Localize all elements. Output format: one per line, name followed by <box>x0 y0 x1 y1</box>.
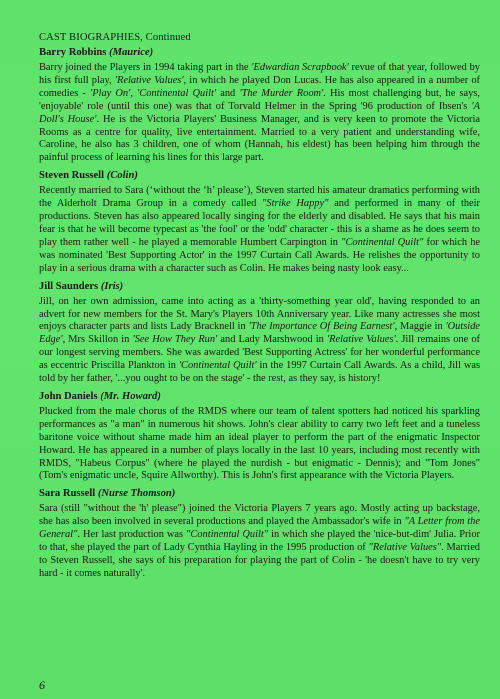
bio-text-run: Sara (still "without the 'h' please") joined the Victoria Players 7 years ago. Mostly acting up backstage, she has also been involved in several productions and played the Ambassador's wife in <box>39 503 480 528</box>
bio-title-italic: "Continental Quilt" <box>341 236 424 248</box>
bio-text-run: , Maggie in <box>394 321 446 333</box>
bio-title-italic: 'A Doll's House' <box>39 100 480 125</box>
character-role: (Colin) <box>106 170 138 182</box>
bio-title-italic: "A Letter from the General" <box>39 516 480 541</box>
bio-text-run: Plucked from the male chorus of the RMDS where our team of talent spotters had noticed his sparkling performances as "a man" in numerous hit shows. John's clear ability to carry two left feet and a tuneless baritone voice without shame made him an ideal player to perform the part of the enigmatic Inspector Howard. He has appeared in a number of plays locally in the last 10 years, including most recently with RMDS, "Habeus Corpus" (where he played the nurdish - but enigmatic - Dennis); and "Tom Jones" (Tom's enigmatic uncle, Squire Allworthy). This is John's first appearance with the Victoria Players. <box>39 405 480 482</box>
bio-title-italic: "Continental Quilt" <box>186 529 269 541</box>
bio-text-run: revue of that year, followed by his first full play, <box>39 62 480 86</box>
bio-text-run: . Her last production was <box>77 529 187 541</box>
bio-title-italic: 'Edwardian Scrapbook' <box>251 62 349 73</box>
bio-sara-russell <box>39 488 480 580</box>
bio-heading <box>39 47 480 58</box>
bio-text-run: Barry joined the Players in 1994 taking part in the <box>39 62 252 73</box>
cast-name: Jill Saunders <box>39 280 99 292</box>
bio-text-run: in which she played the 'nice-but-dim' Julia. Prior to that, she played the part of Lady Cynthia Hayling in the 1995 production of <box>39 529 480 554</box>
bio-title-italic: "Relative Values" <box>368 542 442 554</box>
bio-text <box>39 62 480 165</box>
bio-text-run: , <box>130 87 138 99</box>
bio-title-italic: "Strike Happy" <box>262 198 329 210</box>
bio-text-run: Recently married to Sara (‘without the ‘h’ please’), Steven started his amateur dramatics performing with the Alderholt Drama Group in a comedy called <box>39 185 480 210</box>
bio-title-italic: 'Relative Values' <box>326 334 396 346</box>
bio-text <box>39 503 480 580</box>
bio-heading <box>39 281 480 292</box>
bio-text-run: , Mrs Skillon in <box>62 334 133 346</box>
bio-jill-saunders <box>39 281 480 386</box>
bio-john-daniels <box>39 391 480 483</box>
section-heading: CAST BIOGRAPHIES, Continued <box>39 32 191 43</box>
bio-text-run: . He is the Victoria Players' Business Manager, and is very keen to promote the Victoria Rooms as a centre for quality, live entertainment. Married to a very patient and understanding wife, Caroline, he also has 3 children, one of whom (Hannah, his eldest) has been helping him through the painful process of learning his lines for this large part. <box>39 113 480 164</box>
bio-steven-russell <box>39 170 480 275</box>
bio-title-italic: 'Continental Quilt' <box>137 87 217 99</box>
cast-name: Sara Russell <box>39 488 96 500</box>
bio-text-run: . His most challenging but, he says, 'enjoyable' role (until this one) was that of Torvald Helmer in the Spring '96 production of Ibsen's <box>39 87 480 112</box>
bio-title-italic: 'The Importance Of Being Earnest' <box>248 321 395 333</box>
bio-heading <box>39 391 480 402</box>
cast-name: Barry Robbins <box>39 47 107 58</box>
bio-text-run: and performed in many of their productions. Steven has also appeared locally singing for the elderly and disabled. He says that his main fear is that he will become typecast as 'the fool' or the 'odd' character - this is a shame as he does seem to play them rather well - he played a memorable Humbert Carpington in <box>39 198 481 248</box>
bio-text-run: and Lady Marshwood in <box>217 334 327 346</box>
cast-biographies <box>39 47 480 581</box>
bio-text <box>39 185 480 275</box>
character-role: (Iris) <box>100 280 124 292</box>
character-role: (Maurice) <box>109 47 154 58</box>
bio-title-italic: 'See How They Run' <box>132 334 218 346</box>
bio-heading <box>39 170 480 181</box>
bio-text-run: for which he was nominated 'Best Supporting Actor' in the 1997 Curtain Call Awards. He relishes the opportunity to play in a serious drama with a character such as Colin. He makes being nasty look easy... <box>39 236 480 274</box>
bio-text-run: and <box>216 87 240 99</box>
bio-text-run: in the 1997 Curtain Call Awards. As a child, Jill was told by her father, '...you ought to be on the stage' - the rest, as they say, is history! <box>39 360 480 385</box>
bio-text <box>39 406 480 483</box>
bio-text-run: . Jill remains one of our longest serving members. She was awarded 'Best Supporting Actress' for her wonderful performance as eccentric Priscilla Plankton in <box>39 334 480 372</box>
bio-text-run: , in which he played Don Lucas. He has also appeared in a number of comedies - <box>39 74 480 99</box>
bio-title-italic: 'Outside Edge' <box>39 321 480 346</box>
bio-title-italic: 'Play On' <box>89 87 131 99</box>
bio-text <box>39 296 480 386</box>
bio-text-run: . Married to Steven Russell, she says of his preparation for playing the part of Colin - 'he doesn't have to try very hard - it comes naturally'. <box>39 542 481 579</box>
bio-title-italic: 'Continental Quilt' <box>178 360 257 372</box>
bio-title-italic: 'Relative Values' <box>114 74 184 86</box>
page-number: 6 <box>39 678 45 692</box>
character-role: (Mr. Howard) <box>100 390 161 402</box>
bio-text-run: Jill, on her own admission, came into acting as a 'thirty-something year old', having responded to an advert for new members for the St. Mary's Players 10th Anniversary year. Like many actresses she most enjoys character parts and lists Lady Bracknell in <box>39 295 480 333</box>
bio-barry-robbins <box>39 47 480 165</box>
cast-name: John Daniels <box>39 390 98 402</box>
cast-name: Steven Russell <box>39 170 105 182</box>
bio-heading <box>39 488 480 499</box>
bio-title-italic: 'The Murder Room' <box>239 87 324 99</box>
character-role: (Nurse Thomson) <box>97 488 176 500</box>
